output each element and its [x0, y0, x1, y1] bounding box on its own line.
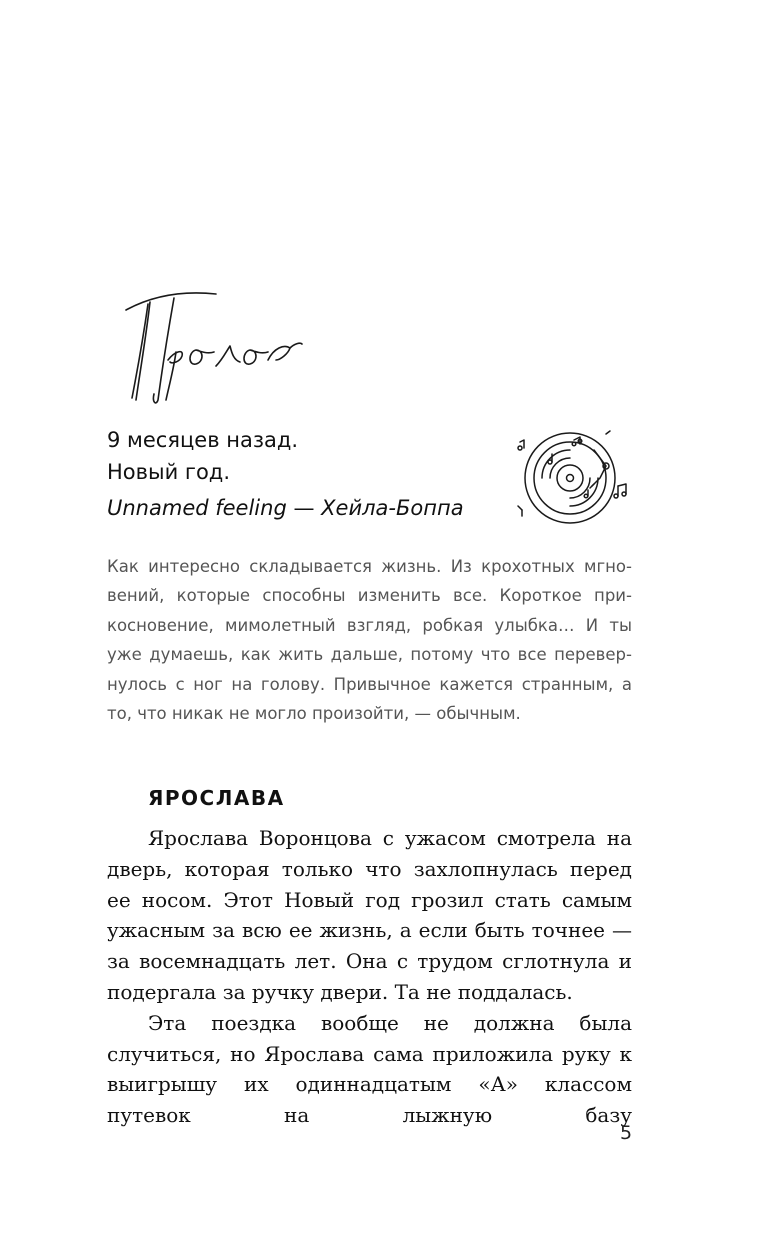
section-heading: ЯРОСЛАВА [148, 786, 285, 810]
chapter-title-lettering [118, 282, 318, 412]
paragraph-1: Ярослава Воронцова с ужасом смотрела на дверь, которая только что захлопнулась перед ее носом. Этот Новый год грозил стать самым ужасным за всю ее жизнь, а если быть точнее — за восемнадцать лет. Она с трудом сглотнула и подергала за ручку двери. Та не поддалась. [107, 826, 632, 1004]
song-line [107, 492, 464, 524]
chapter-title [118, 282, 318, 412]
epigraph: Как интересно складывается жизнь. Из крохотных мгновений, которые способны изменить все. Короткое прикосновение, мимолетный взгляд, робкая улыбка… И ты уже думаешь, как жить дальше, потому что все перевернулось с ног на голову. Привычное кажется странным, а то, что никак не могло произойти, — обычным. [107, 557, 632, 724]
prologue-meta [107, 424, 298, 488]
song-separator: — [293, 496, 315, 520]
paragraph-2: Эта поездка вообще не должна была случиться, но Ярослава сама приложила руку к выигрышу их одиннадцатым «А» классом путевок на лыжную базу [107, 1010, 632, 1128]
body-text [107, 823, 632, 1131]
song-artist: Хейла-Боппа [321, 496, 464, 520]
song-title: Unnamed feeling [107, 496, 287, 520]
occasion-line: Новый год. [107, 460, 230, 484]
vinyl-record-icon [514, 428, 636, 524]
time-line: 9 месяцев назад. [107, 428, 299, 452]
page-number: 5 [620, 1122, 633, 1144]
